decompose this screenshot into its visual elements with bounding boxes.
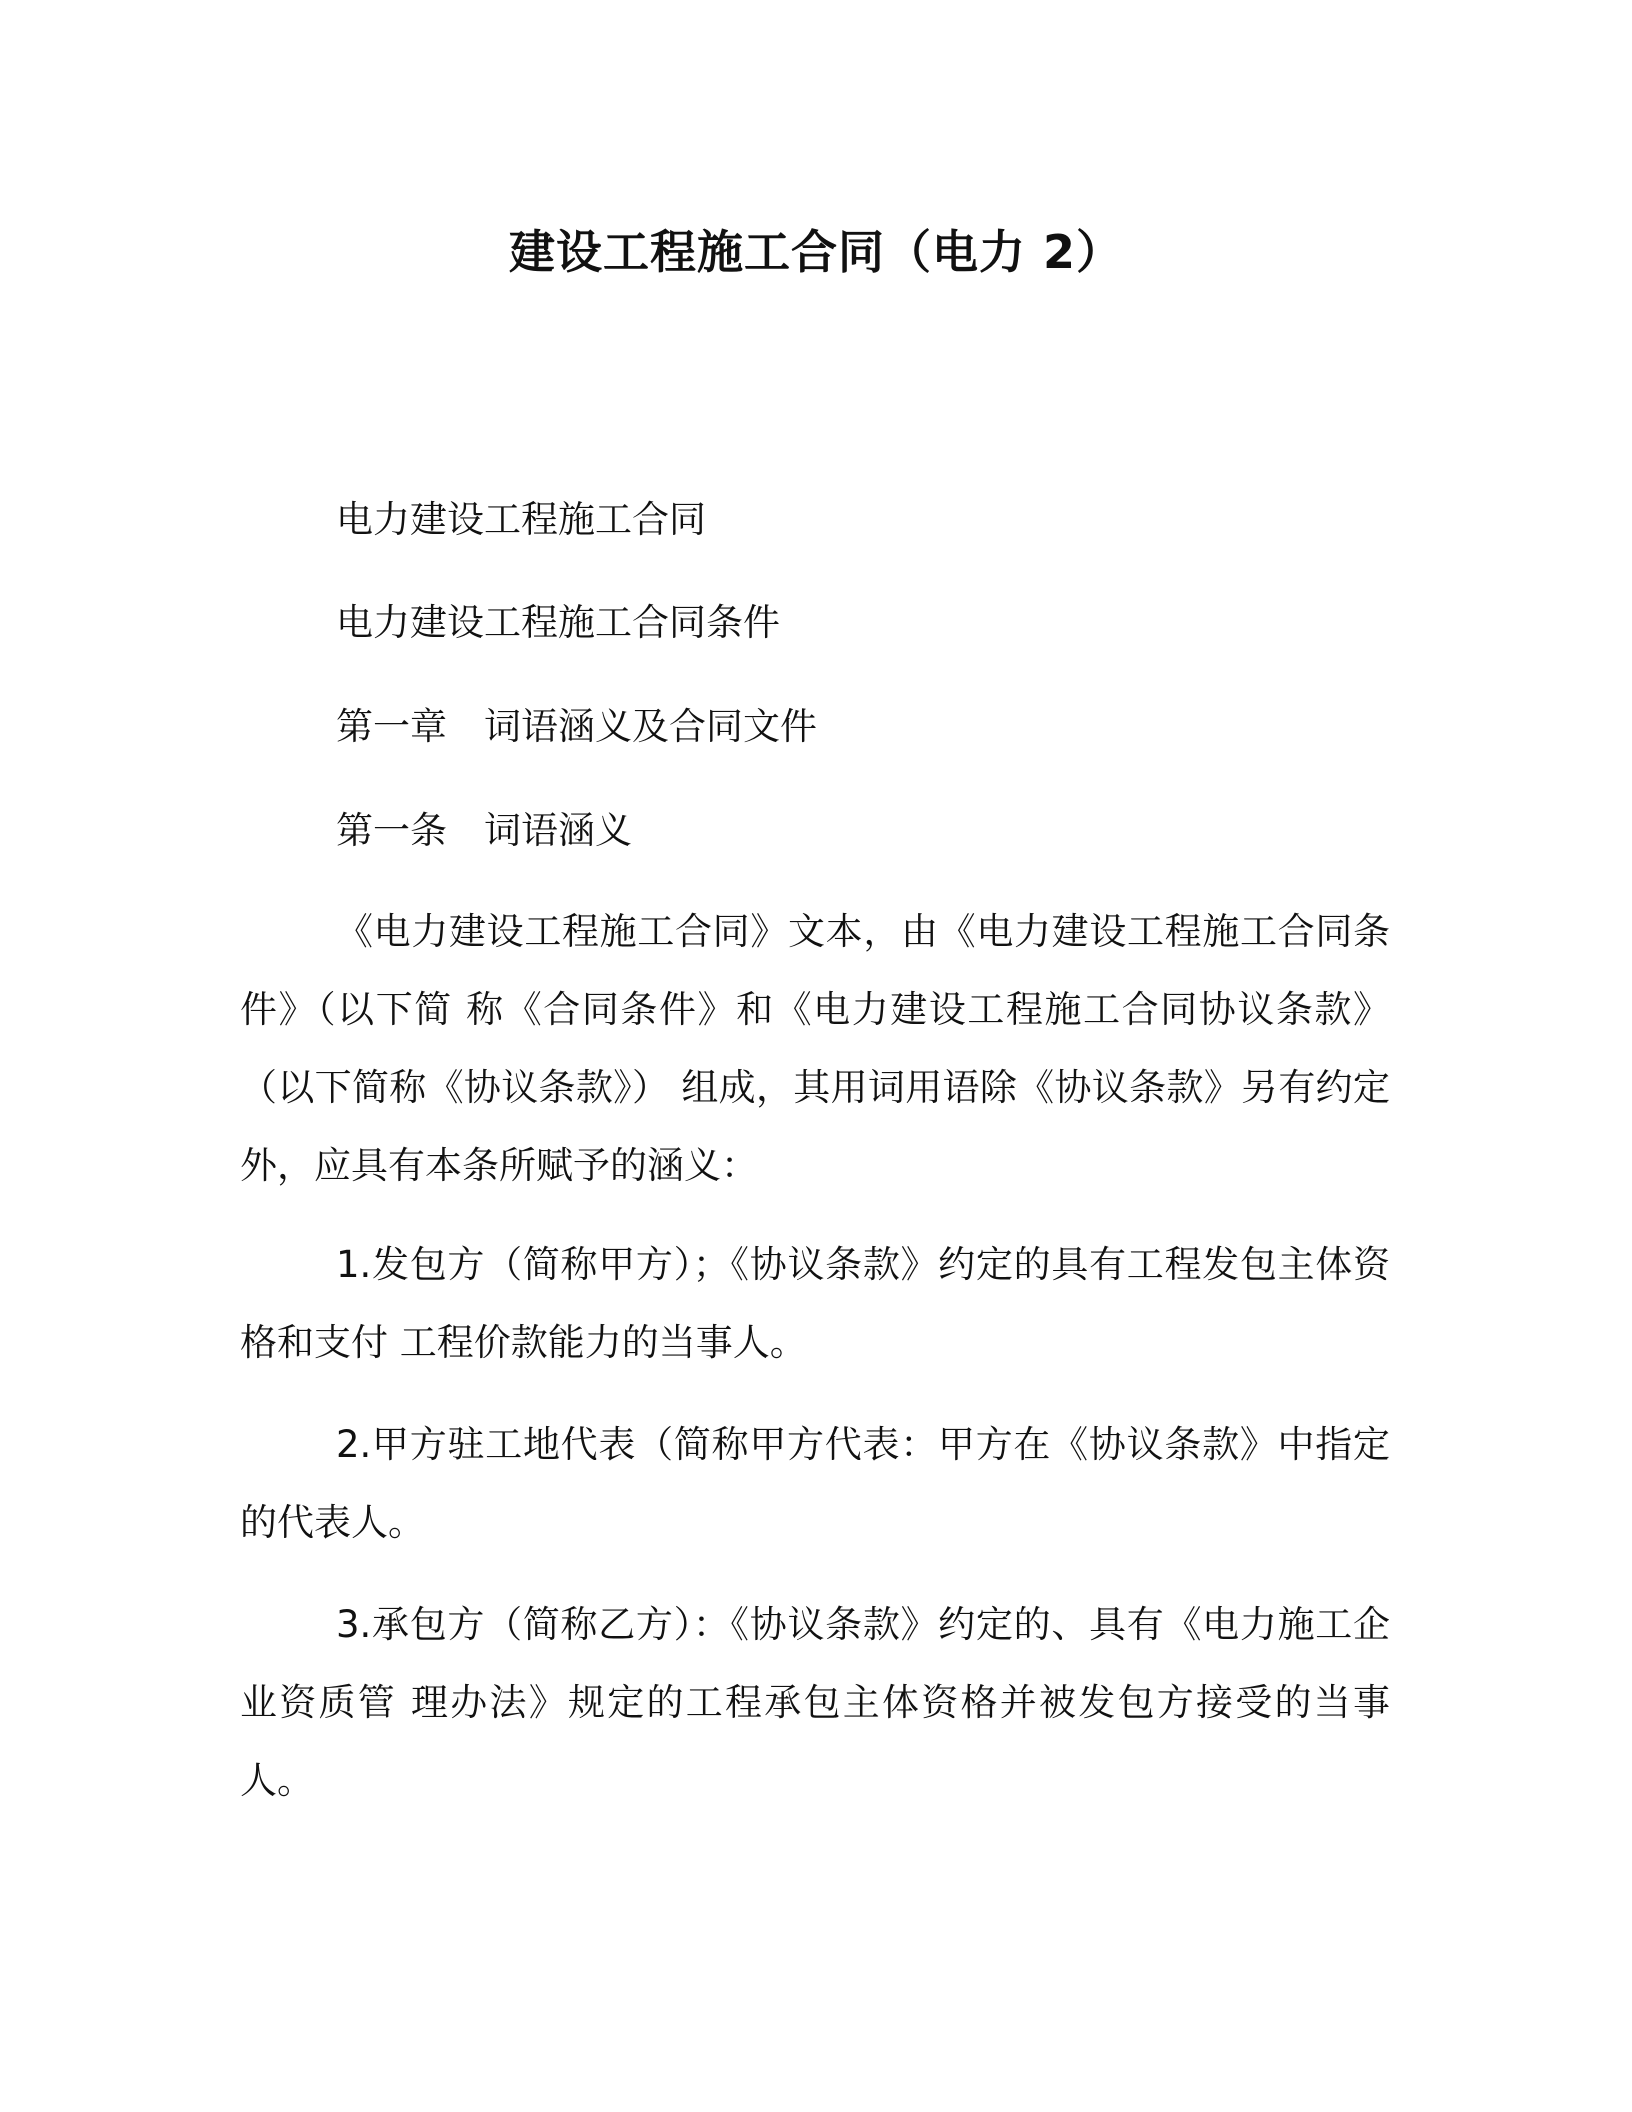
paragraph-item-3: 3.承包方（简称乙方）：《协议条款》约定的、具有《电力施工企业资质管 理办法》规定的工程承包主体资格并被发包方接受的当事人。 bbox=[240, 1603, 1390, 1802]
paragraph-item-2: 2.甲方驻工地代表（简称甲方代表：甲方在《协议条款》中指定的代表人。 bbox=[240, 1423, 1390, 1544]
paragraph-intro: 《电力建设工程施工合同》文本，由《电力建设工程施工合同条件》（以下简 称《合同条件》和《电力建设工程施工合同协议条款》（以下简称《协议条款》） 组成，其用词用语除《协议条款》另有约定外，应具有本条所赋予的涵义： bbox=[240, 910, 1390, 1187]
heading-contract-name: 电力建设工程施工合同 bbox=[336, 498, 706, 541]
heading-chapter-one: 第一章 词语涵义及合同文件 bbox=[336, 705, 817, 748]
document-title: 建设工程施工合同（电力 2） bbox=[508, 225, 1124, 279]
heading-article-one: 第一条 词语涵义 bbox=[336, 809, 632, 852]
heading-contract-conditions: 电力建设工程施工合同条件 bbox=[336, 601, 780, 644]
paragraph-item-1: 1.发包方（简称甲方）；《协议条款》约定的具有工程发包主体资格和支付 工程价款能力的当事人。 bbox=[240, 1243, 1390, 1364]
